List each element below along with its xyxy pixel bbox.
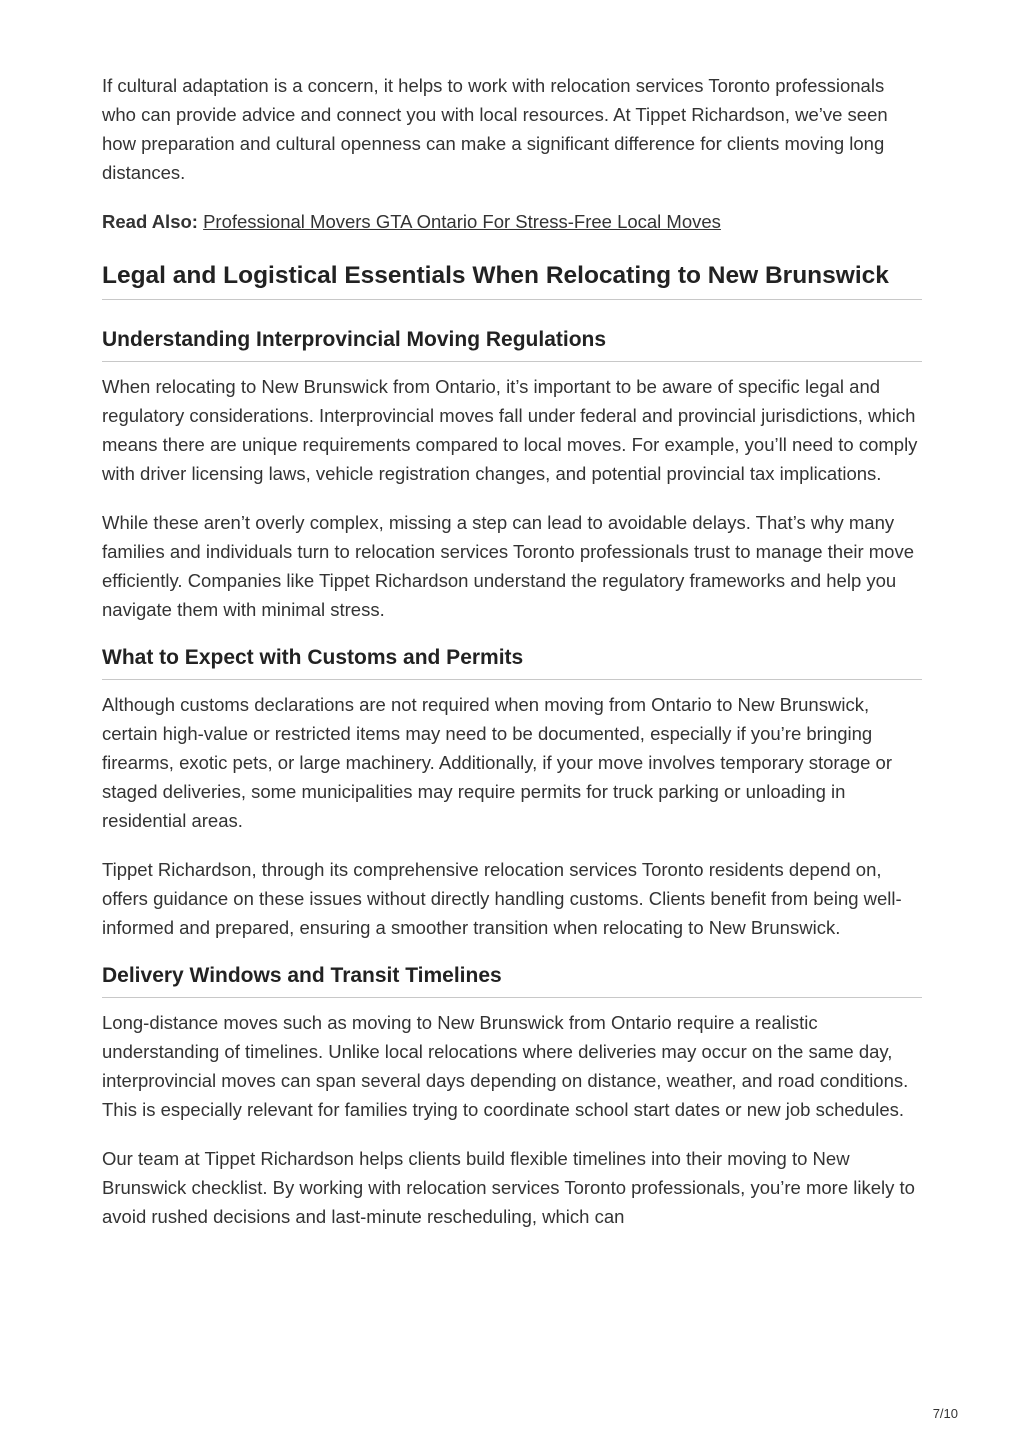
document-page [102, 71, 922, 1251]
delivery-paragraph-2: Our team at Tippet Richardson helps clients build flexible timelines into their moving to New Brunswick checklist. By working with relocation services Toronto professionals, you’re more likely to avoid rushed decisions and last-minute rescheduling, which can [102, 1148, 915, 1227]
read-also-line [102, 207, 922, 236]
subsection-heading-customs: What to Expect with Customs and Permits [102, 644, 922, 680]
regulations-paragraph-1: When relocating to New Brunswick from Ontario, it’s important to be aware of specific legal and regulatory considerations. Interprovincial moves fall under federal and provincial jurisdictions, which means there are unique requirements compared to local moves. For example, you’ll need to comply with driver licensing laws, vehicle registration changes, and potential provincial tax implications. [102, 376, 918, 484]
delivery-paragraph-1: Long-distance moves such as moving to New Brunswick from Ontario require a realistic understanding of timelines. Unlike local relocations where deliveries may occur on the same day, interprovincial moves can span several days depending on distance, weather, and road conditions. This is especially relevant for families trying to coordinate school start dates or new job schedules. [102, 1012, 909, 1120]
regulations-paragraph-2: While these aren’t overly complex, missing a step can lead to avoidable delays. That’s why many families and individuals turn to relocation services Toronto professionals trust to manage their move efficiently. Companies like Tippet Richardson understand the regulatory frameworks and help you navigate them with minimal stress. [102, 512, 915, 620]
page-number: 7/10 [932, 1406, 958, 1421]
customs-paragraph-2: Tippet Richardson, through its comprehensive relocation services Toronto residents depend on, offers guidance on these issues without directly handling customs. Clients benefit from being well-informed and prepared, ensuring a smoother transition when relocating to New Brunswick. [102, 859, 902, 938]
customs-paragraph-1: Although customs declarations are not required when moving from Ontario to New Brunswick, certain high-value or restricted items may need to be documented, especially if you’re bringing firearms, exotic pets, or large machinery. Additionally, if your move involves temporary storage or staged deliveries, some municipalities may require permits for truck parking or unloading in residential areas. [102, 694, 892, 831]
section-heading: Legal and Logistical Essentials When Relocating to New Brunswick [102, 260, 922, 300]
subsection-heading-regulations: Understanding Interprovincial Moving Regulations [102, 326, 922, 362]
read-also-link[interactable]: Professional Movers GTA Ontario For Stress-Free Local Moves [203, 211, 721, 232]
subsection-heading-delivery: Delivery Windows and Transit Timelines [102, 962, 922, 998]
intro-paragraph: If cultural adaptation is a concern, it helps to work with relocation services Toronto professionals who can provide advice and connect you with local resources. At Tippet Richardson, we’ve seen how preparation and cultural openness can make a significant difference for clients moving long distances. [102, 75, 888, 183]
read-also-label: Read Also: [102, 211, 198, 232]
